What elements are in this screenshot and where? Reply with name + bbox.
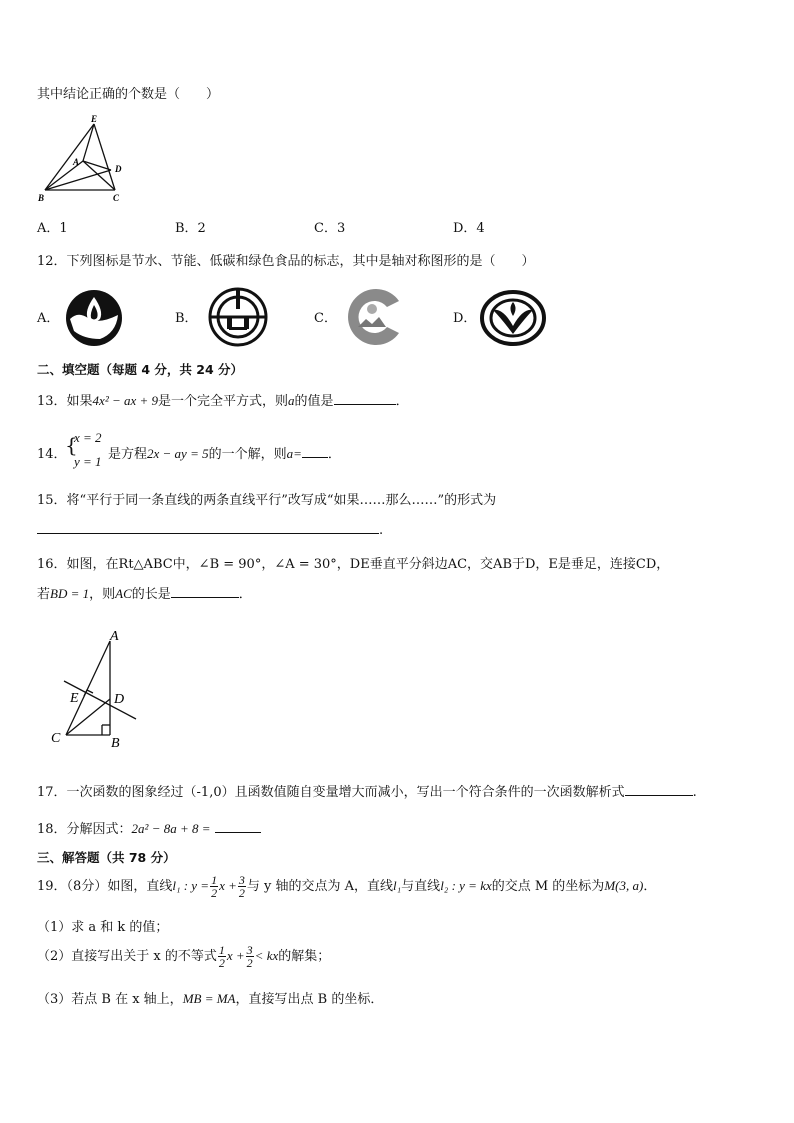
- q19-p1: 19．（8分）如图，直线: [37, 879, 173, 894]
- q18: [37, 818, 261, 837]
- q19-sub3: [37, 988, 383, 1007]
- q19-sub2-frac-three-halves: $\frac{3}{2}$: [246, 943, 253, 970]
- water-saving-logo-icon: [64, 289, 124, 347]
- low-carbon-logo-icon: [341, 287, 403, 347]
- q19-l1: l₁ : y =: [172, 878, 210, 893]
- q19-p2: 与 y 轴的交点为 A，直线: [246, 879, 394, 894]
- q11-triangle-figure: [35, 112, 130, 204]
- q19-sub2a: （2）直接写出关于 x 的不等式: [37, 949, 217, 964]
- q16-triangle-figure: [48, 627, 148, 752]
- fig16-label-e: E: [70, 691, 79, 706]
- fig11-label-b: B: [38, 193, 45, 203]
- q11-option-c[interactable]: C．3: [314, 221, 346, 236]
- q19-sub2b: 的解集；: [278, 949, 331, 964]
- q15-answer-line: [37, 521, 383, 538]
- fig16-label-c: C: [51, 731, 61, 746]
- q19-sub3b: ，直接写出点 B 的坐标．: [235, 992, 384, 1007]
- q13-expression: 4x² − ax + 9: [92, 393, 159, 408]
- q13-variable: a: [288, 393, 295, 408]
- fig11-label-d: D: [115, 164, 122, 174]
- q14-mid2: 的一个解，则: [208, 447, 287, 462]
- fig11-label-e: E: [91, 114, 98, 124]
- q14-answer-blank[interactable]: [302, 445, 328, 458]
- q16-ac: AC: [115, 586, 132, 601]
- q19-l1b: l₁: [393, 878, 402, 893]
- q12-stem: 12．下列图标是节水、节能、低碳和绿色食品的标志，其中是轴对称图形的是（ ）: [37, 254, 535, 269]
- q16-answer-blank[interactable]: [171, 585, 239, 598]
- q14-ask: a=: [286, 446, 302, 461]
- q14-rest: [108, 443, 341, 462]
- q14-mid: 是方程: [108, 447, 148, 462]
- q19-p5: ．: [643, 879, 657, 894]
- q19-sub2: [37, 940, 330, 973]
- green-food-logo-icon: [479, 288, 547, 348]
- fig11-label-c: C: [113, 193, 120, 203]
- q19-sub2-ineq: < kx: [254, 948, 279, 963]
- q19-plus: x +: [219, 878, 237, 893]
- q11-option-b[interactable]: B．2: [175, 221, 206, 236]
- q19-sub3-eq: MB = MA: [182, 991, 236, 1006]
- q16-l2a: 若: [37, 587, 51, 602]
- q13: [37, 390, 409, 409]
- q11-stem: 其中结论正确的个数是（ ）: [37, 87, 220, 102]
- q14-system-line1: x = 2: [74, 430, 102, 445]
- section-3-heading: 三、解答题（共 78 分）: [37, 850, 176, 865]
- q19-p4: 的交点 M 的坐标为: [491, 879, 605, 894]
- q14-brace: {: [65, 433, 78, 457]
- fig16-label-b: B: [111, 736, 120, 751]
- q18-answer-blank[interactable]: [215, 820, 261, 833]
- q13-prefix: 13．如果: [37, 394, 93, 409]
- q19-sub2-frac-half: $\frac{1}{2}$: [218, 943, 225, 970]
- q18-expression: 2a² − 8a + 8 =: [131, 821, 211, 836]
- q16-l2c: ，则: [89, 587, 116, 602]
- fig16-label-a: A: [110, 629, 119, 644]
- q19-sub1: （1）求 a 和 k 的值；: [37, 920, 169, 935]
- q19-sub3a: （3）若点 B 在 x 轴上，: [37, 992, 183, 1007]
- q17-text: 17．一次函数的图象经过（-1,0）且函数值随自变量增大而减小，写出一个符合条件的一次函数解析式: [37, 785, 625, 800]
- fig11-label-a: A: [73, 157, 80, 167]
- q19-l2: l₂ : y = kx: [440, 878, 492, 893]
- q16-end: ．: [238, 587, 252, 602]
- q19-p3: 与直线: [401, 879, 441, 894]
- q12-option-d-label[interactable]: D．: [453, 311, 477, 326]
- q19-sub2-mid: x +: [226, 948, 245, 963]
- q19-m-point: M(3, a): [604, 878, 644, 893]
- q18-prefix: 18．分解因式：: [37, 822, 132, 837]
- q14-prefix: 14．: [37, 447, 67, 462]
- q16-bd: BD = 1: [50, 586, 90, 601]
- fig16-label-d: D: [114, 692, 125, 707]
- q17: [37, 781, 697, 800]
- q13-suffix: 的值是: [294, 394, 334, 409]
- q19-frac-half: $\frac{1}{2}$: [211, 873, 218, 900]
- q15-answer-blank[interactable]: [37, 521, 379, 534]
- q15-end: .: [379, 523, 384, 538]
- q12-option-b-label[interactable]: B．: [175, 311, 198, 326]
- q17-answer-blank[interactable]: [625, 783, 693, 796]
- q12-option-c-label[interactable]: C．: [314, 311, 337, 326]
- q13-answer-blank[interactable]: [334, 392, 396, 405]
- q16-l2e: 的长是: [131, 587, 171, 602]
- q14-equation: 2x − ay = 5: [147, 446, 209, 461]
- q17-end: .: [692, 785, 697, 800]
- q16-line2: [37, 583, 252, 602]
- q15-text: 15．将“平行于同一条直线的两条直线平行”改写成“如果……那么……”的形式为: [37, 493, 497, 508]
- q13-end: ．: [395, 394, 409, 409]
- q11-option-a[interactable]: A．1: [37, 221, 68, 236]
- q19-line1: [37, 870, 656, 903]
- q14-end: ．: [327, 447, 341, 462]
- q11-option-d[interactable]: D．4: [453, 221, 485, 236]
- energy-saving-logo-icon: [207, 287, 269, 347]
- q16-line1: 16．如图，在Rt△ABC中，∠B = 90°，∠A = 30°，DE垂直平分斜边AC，交AB于D，E是垂足，连接CD，: [37, 557, 670, 572]
- q19-frac-three-halves: $\frac{3}{2}$: [238, 873, 245, 900]
- q13-middle: 是一个完全平方式，则: [158, 394, 289, 409]
- section-2-heading: 二、填空题（每题 4 分，共 24 分）: [37, 362, 244, 377]
- q12-option-a-label[interactable]: A．: [37, 311, 60, 326]
- q14-system-line2: y = 1: [74, 454, 102, 469]
